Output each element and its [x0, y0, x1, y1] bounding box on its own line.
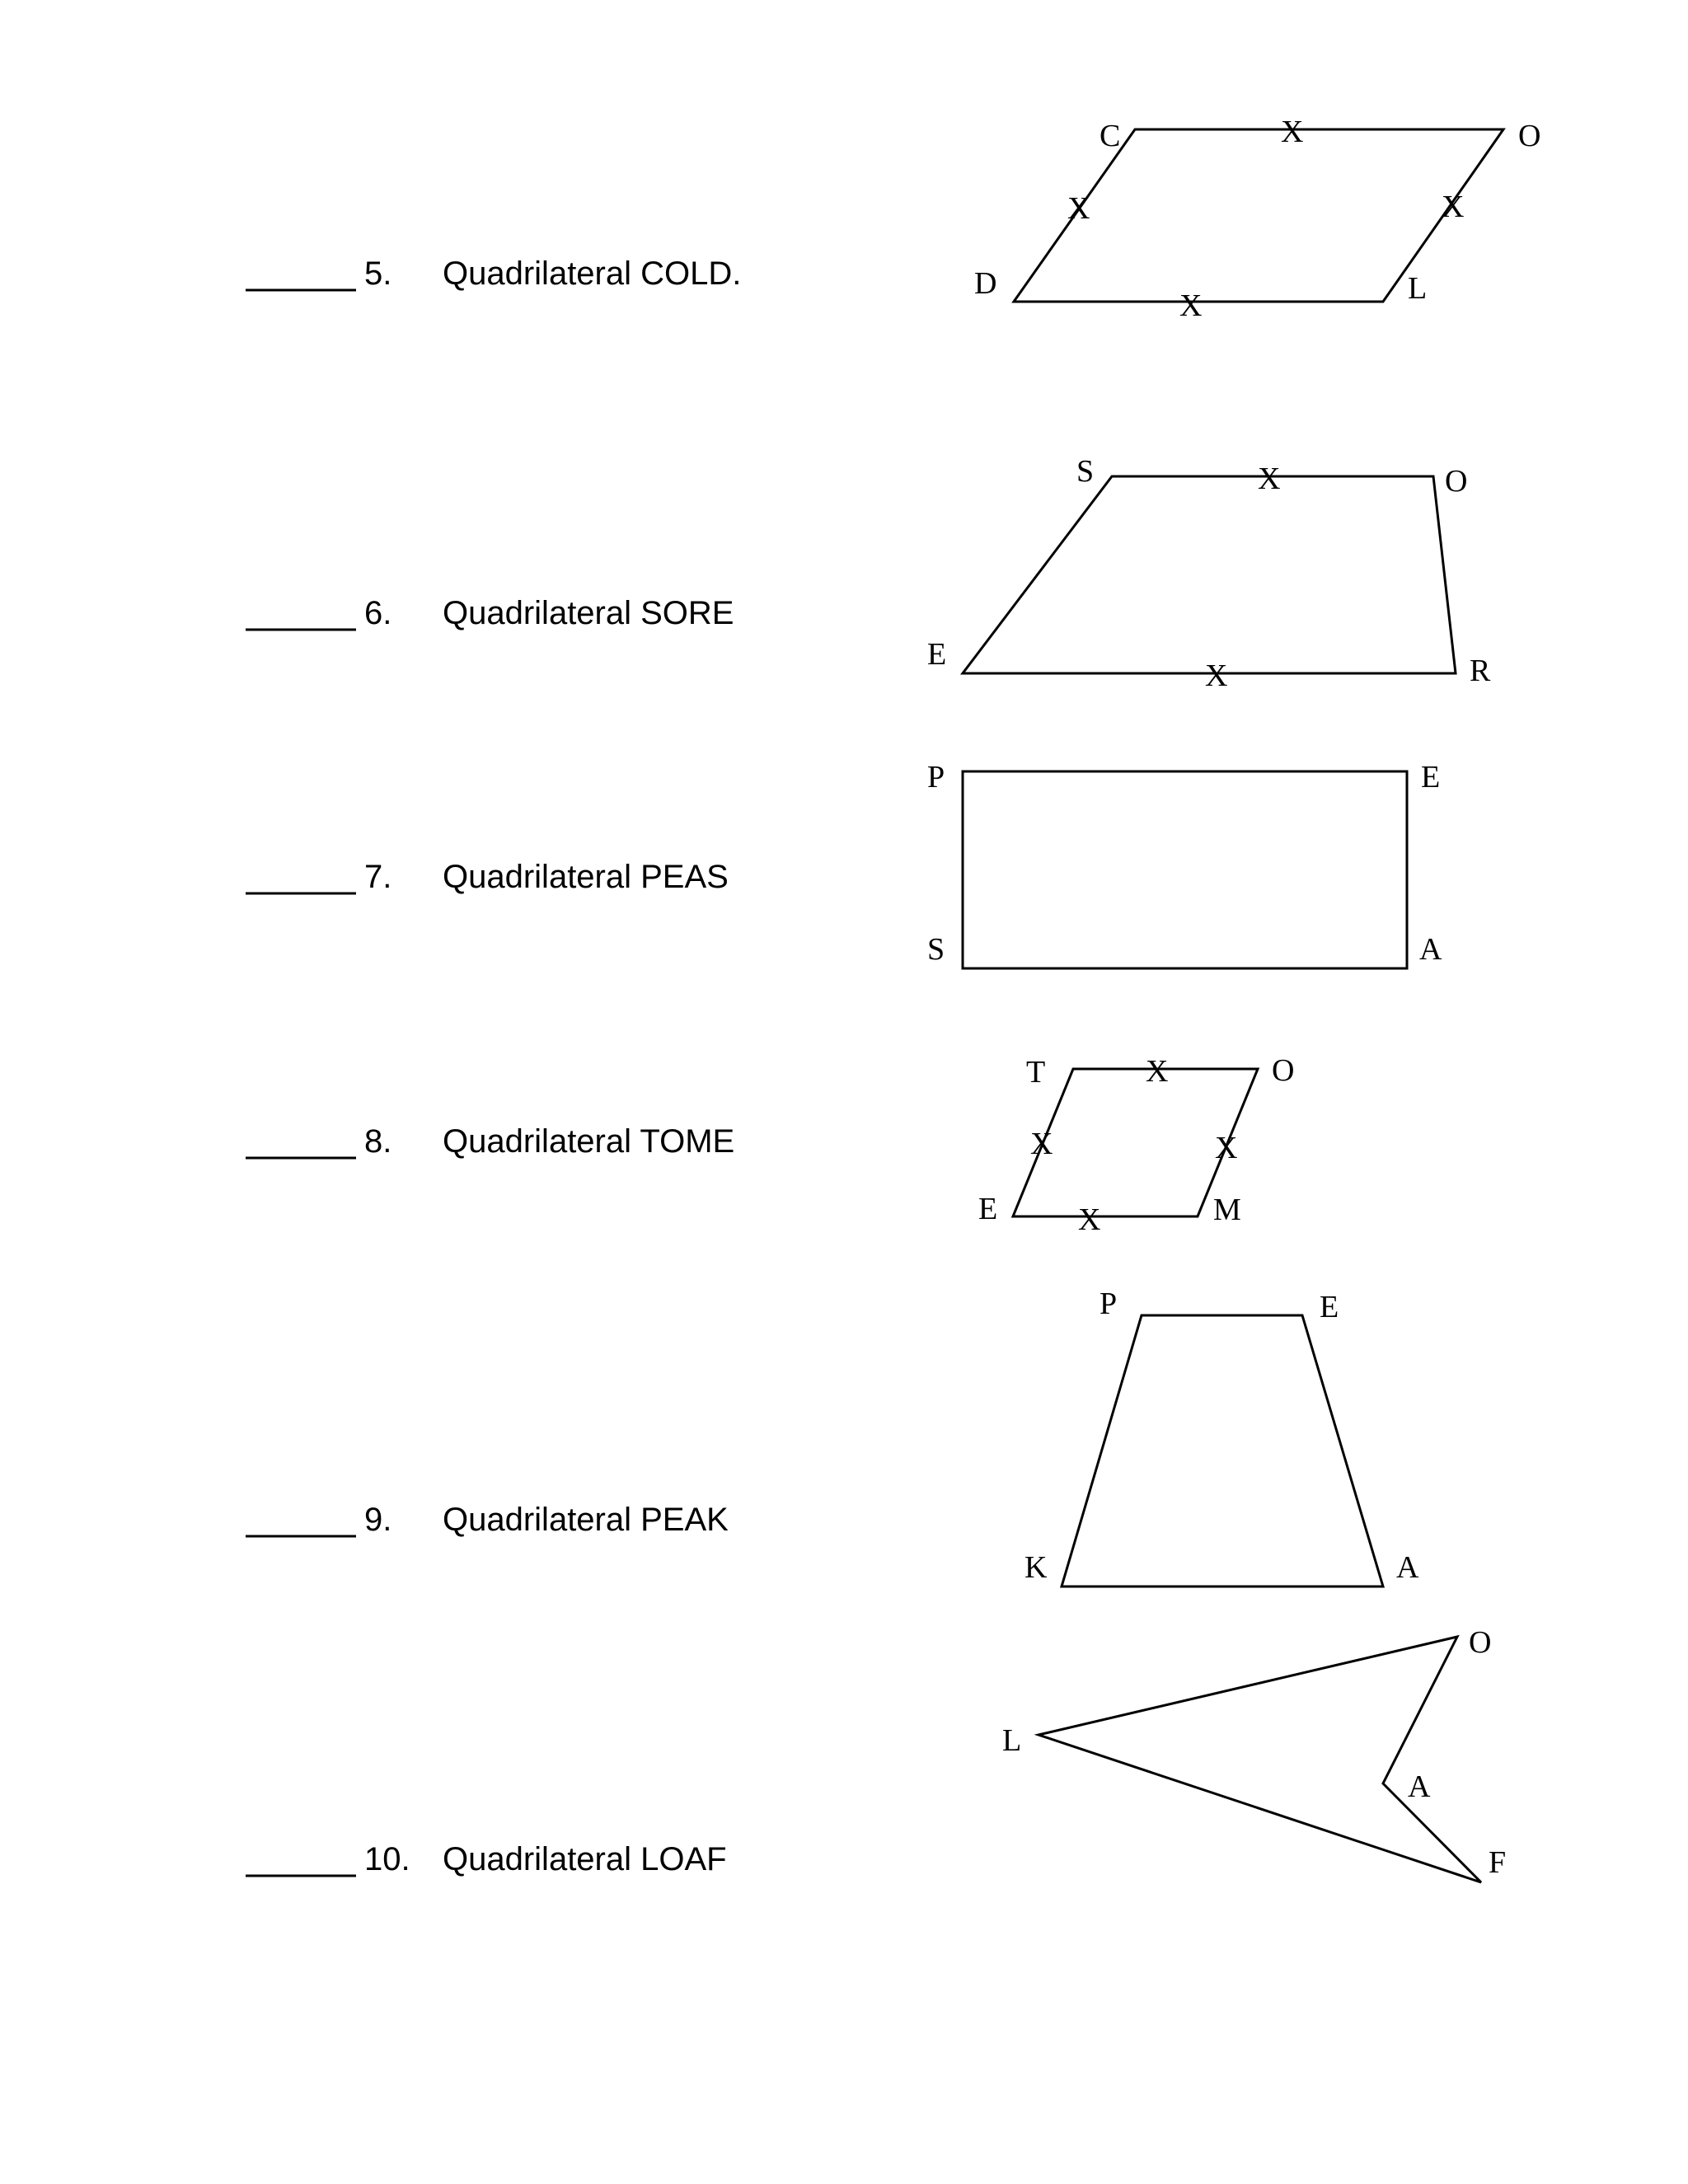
question-number-5: 5.	[364, 255, 392, 292]
figure-peak	[1025, 1286, 1419, 1586]
tick-mark: X	[1442, 190, 1465, 224]
tick-mark: X	[1030, 1127, 1053, 1161]
sore-shape	[963, 476, 1456, 673]
tick-mark: X	[1281, 115, 1304, 149]
question-number-8: 8.	[364, 1123, 392, 1160]
tick-mark: X	[1205, 658, 1228, 693]
vertex-label-o: O	[1518, 119, 1541, 153]
vertex-label-l: L	[1408, 271, 1428, 306]
figure-loaf	[1002, 1625, 1506, 1882]
vertex-label-c: C	[1100, 119, 1121, 153]
figure-cold	[974, 115, 1540, 323]
question-text-6: Quadrilateral SORE	[443, 595, 734, 631]
question-7	[246, 859, 729, 895]
vertex-label-e: E	[978, 1192, 998, 1226]
vertex-label-a: A	[1408, 1769, 1431, 1804]
vertex-label-e: E	[1421, 760, 1441, 794]
peak-shape	[1062, 1315, 1383, 1586]
figure-sore	[927, 454, 1491, 693]
question-10	[246, 1841, 727, 1877]
loaf-shape	[1039, 1637, 1481, 1882]
vertex-label-k: K	[1025, 1550, 1048, 1585]
figure-peas	[927, 760, 1442, 968]
tick-mark: X	[1078, 1202, 1101, 1237]
question-number-9: 9.	[364, 1502, 392, 1538]
question-5	[246, 255, 741, 292]
question-9	[246, 1502, 729, 1538]
tick-mark: X	[1215, 1131, 1238, 1165]
vertex-label-p: P	[1100, 1286, 1118, 1321]
question-6	[246, 595, 734, 631]
vertex-label-s: S	[927, 932, 945, 967]
vertex-label-o: O	[1445, 464, 1468, 499]
tick-mark: X	[1258, 462, 1281, 496]
question-number-6: 6.	[364, 595, 392, 631]
vertex-label-l: L	[1002, 1723, 1022, 1758]
tick-mark: X	[1067, 191, 1090, 226]
vertex-label-t: T	[1026, 1055, 1046, 1090]
vertex-label-m: M	[1213, 1193, 1241, 1227]
peas-shape	[963, 771, 1407, 968]
question-number-7: 7.	[364, 859, 392, 895]
vertex-label-a: A	[1396, 1550, 1419, 1585]
vertex-label-o: O	[1469, 1625, 1492, 1660]
tick-mark: X	[1179, 288, 1203, 323]
figure-tome	[978, 1053, 1294, 1237]
question-text-7: Quadrilateral PEAS	[443, 859, 729, 895]
question-text-10: Quadrilateral LOAF	[443, 1841, 727, 1877]
vertex-label-e: E	[927, 637, 947, 672]
vertex-label-d: D	[974, 266, 997, 301]
question-number-10: 10.	[364, 1841, 410, 1877]
tick-mark: X	[1146, 1054, 1169, 1089]
question-text-8: Quadrilateral TOME	[443, 1123, 735, 1160]
question-text-5: Quadrilateral COLD.	[443, 255, 742, 292]
vertex-label-a: A	[1419, 932, 1442, 967]
vertex-label-s: S	[1076, 454, 1095, 489]
vertex-label-e: E	[1320, 1290, 1339, 1324]
vertex-label-p: P	[927, 760, 945, 794]
vertex-label-r: R	[1470, 654, 1491, 688]
question-8	[246, 1123, 734, 1160]
vertex-label-o: O	[1272, 1053, 1295, 1088]
question-text-9: Quadrilateral PEAK	[443, 1502, 729, 1538]
vertex-label-f: F	[1489, 1845, 1507, 1880]
